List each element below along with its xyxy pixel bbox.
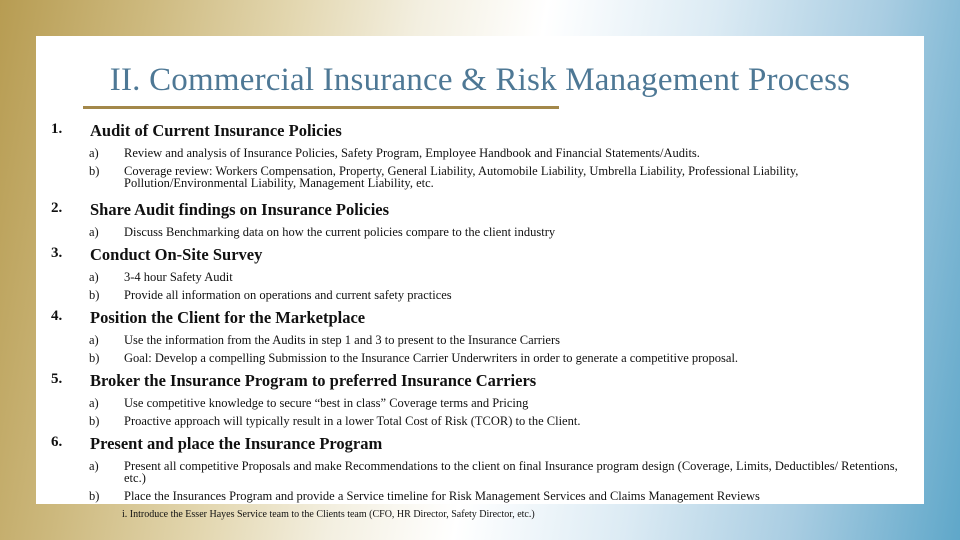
item-letter: b) [89, 351, 100, 365]
step-number: 1. [51, 121, 63, 137]
step-number: 5. [51, 371, 63, 387]
step-heading: Conduct On-Site Survey [90, 245, 263, 264]
step-3 [36, 242, 924, 303]
list-item [36, 456, 924, 486]
slide-panel [36, 36, 924, 520]
item-text: Use competitive knowledge to secure “best in class” Coverage terms and Pricing [124, 396, 529, 410]
list-item [36, 486, 924, 504]
item-text: Review and analysis of Insurance Policies, Safety Program, Employee Handbook and Financial Statements/Audits. [124, 146, 700, 160]
item-letter: a) [89, 146, 99, 160]
step-heading: Position the Client for the Marketplace [90, 308, 366, 327]
list-item [36, 267, 924, 285]
list-item [36, 411, 924, 429]
item-text: Discuss Benchmarking data on how the current policies compare to the client industry [124, 225, 556, 239]
item-text: Present all competitive Proposals and make Recommendations to the client on final Insurance program design (Coverage, Limits, Deductibles/ Retentions, etc.) [124, 459, 898, 485]
step-heading: Share Audit findings on Insurance Policies [90, 200, 390, 219]
step-heading: Audit of Current Insurance Policies [90, 121, 342, 140]
title-underline [83, 106, 559, 109]
list-item [36, 222, 924, 240]
list-item [36, 143, 924, 161]
step-heading: Broker the Insurance Program to preferred Insurance Carriers [90, 371, 537, 390]
step-5 [36, 368, 924, 429]
step-number: 6. [51, 434, 63, 450]
item-letter: a) [89, 225, 99, 239]
step-number: 3. [51, 245, 63, 261]
item-text: Coverage review: Workers Compensation, Property, General Liability, Automobile Liability, Umbrella Liability, Professional Liability, Pollution/Environmental Liability, Management Liability, etc. [124, 164, 799, 190]
item-text: 3-4 hour Safety Audit [124, 270, 233, 284]
item-text: Use the information from the Audits in step 1 and 3 to present to the Insurance Carriers [124, 333, 561, 347]
list-item [36, 348, 924, 366]
item-text: Goal: Develop a compelling Submission to the Insurance Carrier Underwriters in order to generate a competitive proposal. [124, 351, 739, 365]
step-number: 2. [51, 200, 63, 216]
list-item [36, 161, 924, 191]
item-letter: b) [89, 489, 100, 503]
item-letter: b) [89, 414, 100, 428]
list-item [36, 285, 924, 303]
step-number: 4. [51, 308, 63, 324]
step-2 [36, 197, 924, 240]
step-4 [36, 305, 924, 366]
item-letter: a) [89, 270, 99, 284]
item-text: Proactive approach will typically result in a lower Total Cost of Risk (TCOR) to the Client. [124, 414, 581, 428]
list-item [36, 393, 924, 411]
item-text: Place the Insurances Program and provide a Service timeline for Risk Management Services and Claims Management Reviews [124, 489, 760, 503]
item-letter: a) [89, 459, 99, 473]
process-list [36, 118, 924, 520]
item-letter: a) [89, 396, 99, 410]
list-item [36, 330, 924, 348]
step-6 [36, 431, 924, 520]
slide-title: II. Commercial Insurance & Risk Management Process [109, 62, 851, 98]
step-1 [36, 118, 924, 191]
sub-note: i. Introduce the Esser Hayes Service team to the Clients team (CFO, HR Director, Safety Director, etc.) [122, 509, 535, 520]
step-heading: Present and place the Insurance Program [90, 434, 383, 453]
item-text: Provide all information on operations and current safety practices [124, 288, 452, 302]
item-letter: b) [89, 288, 100, 302]
item-letter: a) [89, 333, 99, 347]
item-letter: b) [89, 164, 100, 178]
